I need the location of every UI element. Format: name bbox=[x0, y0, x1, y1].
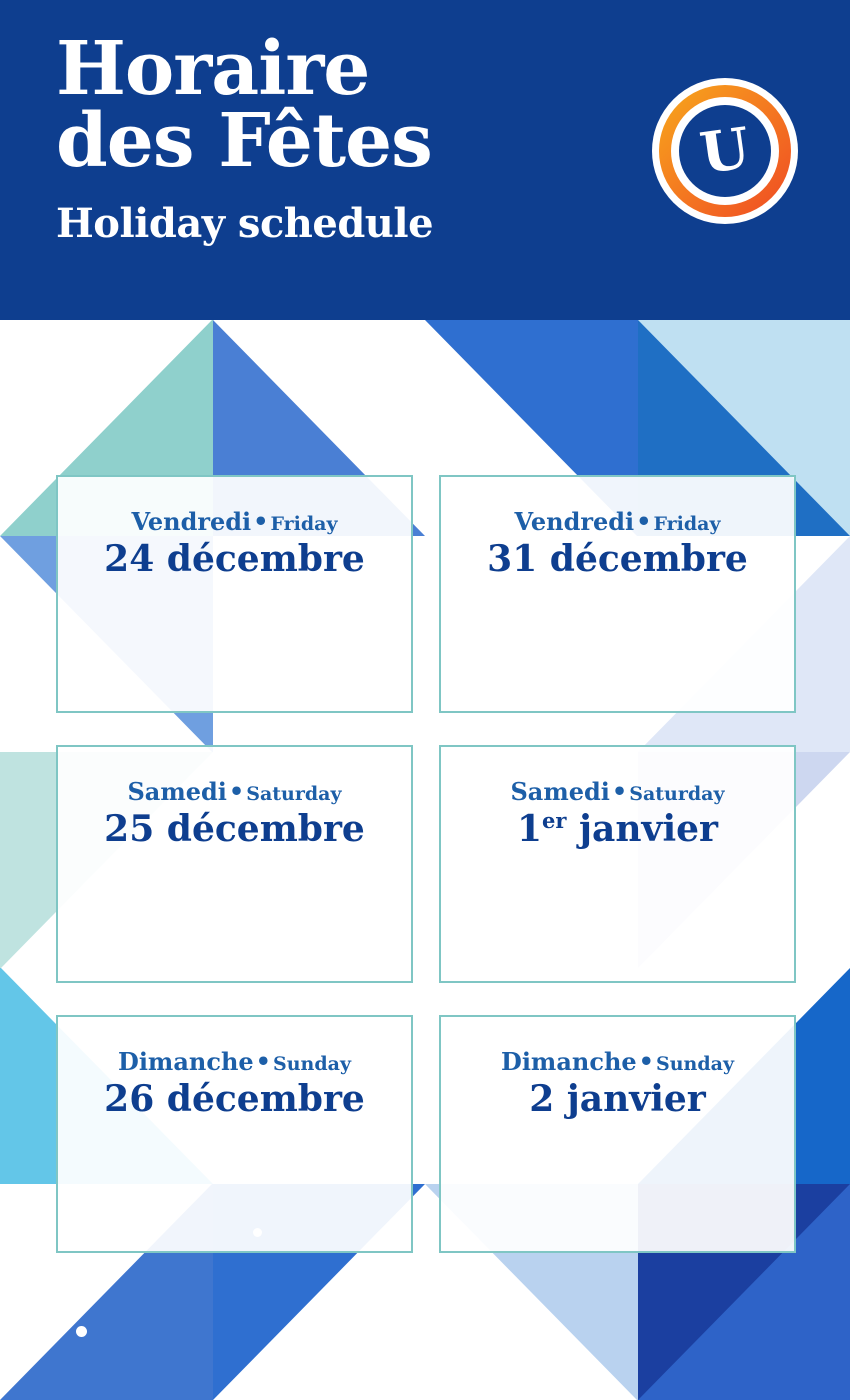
schedule-card bbox=[56, 475, 413, 713]
card-date: 24 décembre bbox=[104, 538, 365, 581]
schedule-card bbox=[439, 745, 796, 983]
schedule-card-grid bbox=[56, 475, 796, 1253]
card-day-en: Sunday bbox=[656, 1053, 734, 1075]
card-date-ordinal: er bbox=[542, 808, 567, 834]
card-day-en: Saturday bbox=[246, 783, 342, 805]
schedule-card bbox=[56, 745, 413, 983]
brand-logo bbox=[652, 78, 798, 224]
card-date: 26 décembre bbox=[104, 1078, 365, 1121]
card-day-en: Friday bbox=[270, 513, 338, 535]
logo-letter-u: U bbox=[696, 114, 754, 188]
page-title-en: Holiday schedule bbox=[56, 199, 434, 247]
card-date: 25 décembre bbox=[104, 808, 365, 851]
card-day-en: Friday bbox=[653, 513, 721, 535]
poster-header bbox=[0, 0, 850, 320]
poster-body bbox=[0, 320, 850, 1400]
card-day-separator: • bbox=[638, 1047, 654, 1076]
card-day-fr: Dimanche bbox=[118, 1047, 254, 1076]
card-day-fr: Samedi bbox=[510, 777, 610, 806]
schedule-card bbox=[439, 475, 796, 713]
card-day-fr: Dimanche bbox=[501, 1047, 637, 1076]
schedule-card bbox=[56, 1015, 413, 1253]
card-day-separator: • bbox=[255, 1047, 271, 1076]
page-title-fr bbox=[56, 26, 616, 184]
card-day-line bbox=[441, 1049, 794, 1075]
card-date-month: janvier bbox=[566, 808, 719, 851]
page-title-fr-line1: Horaire bbox=[56, 26, 370, 112]
card-day-separator: • bbox=[611, 777, 628, 806]
card-date: 31 décembre bbox=[487, 538, 748, 581]
schedule-card bbox=[439, 1015, 796, 1253]
card-date bbox=[441, 809, 794, 850]
header-titles bbox=[56, 26, 616, 247]
card-day-line bbox=[441, 779, 794, 805]
card-day-en: Saturday bbox=[629, 783, 725, 805]
card-day-line bbox=[58, 779, 411, 805]
card-day-fr: Vendredi bbox=[514, 507, 635, 536]
card-day-separator: • bbox=[636, 507, 652, 536]
page-title-fr-line2: des Fêtes bbox=[56, 97, 432, 184]
card-day-en: Sunday bbox=[273, 1053, 351, 1075]
card-day-separator: • bbox=[228, 777, 245, 806]
card-day-fr: Vendredi bbox=[131, 507, 252, 536]
card-day-separator: • bbox=[253, 507, 269, 536]
card-day-line bbox=[441, 509, 794, 535]
card-date: 2 janvier bbox=[529, 1078, 706, 1121]
card-day-fr: Samedi bbox=[127, 777, 227, 806]
card-date-prefix: 1 bbox=[516, 808, 543, 851]
card-day-line bbox=[58, 509, 411, 535]
card-day-line bbox=[58, 1049, 411, 1075]
